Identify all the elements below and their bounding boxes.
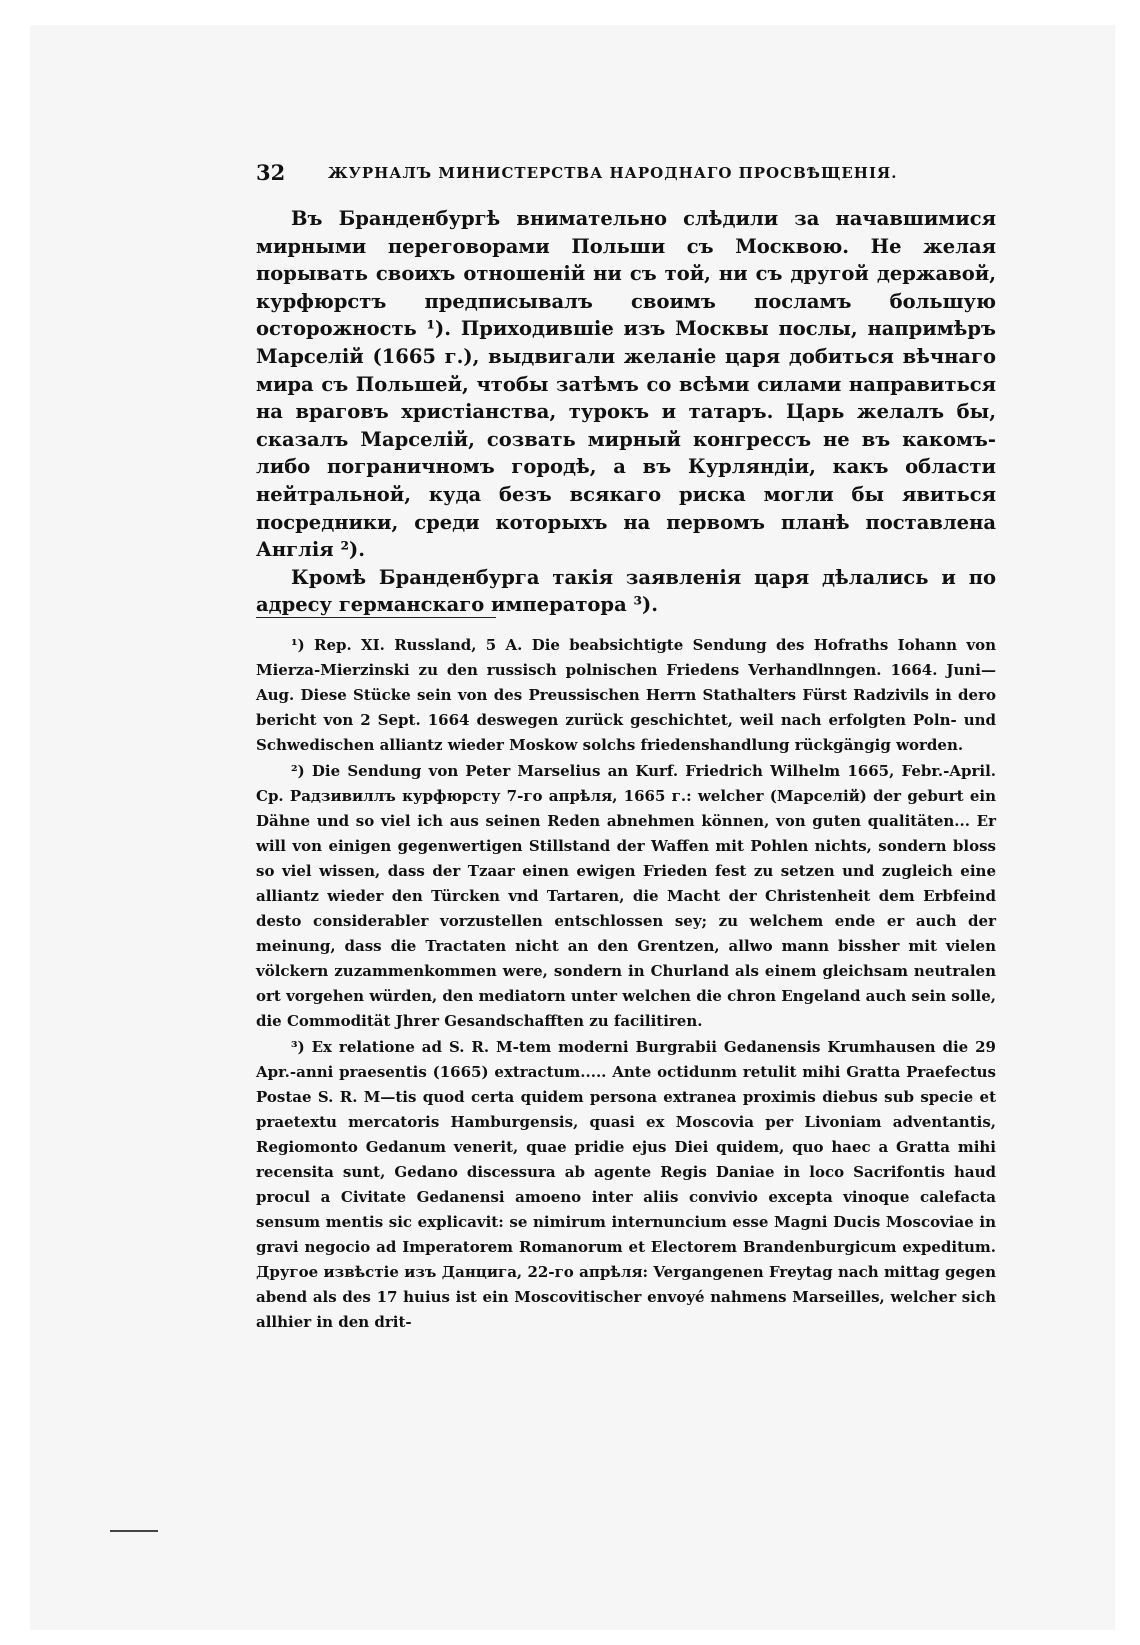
footnote-3: ³) Ex relatione ad S. R. M-tem moderni Burgrabii Gedanensis Krumhausen die 29 Apr.-anni praesentis (1665) extractum..... Ante octidunm retulit mihi Gratta Praefectus Postae S. R. M—tis quod certa quidem persona extranea proximis diebus sub specie et praetextu mercatoris Hamburgensis, quasi ex Moscovia per Livoniam adventantis, Regiomonto Gedanum venerit, quae pridie ejus Diei quidem, quo haec a Gratta mihi recensita sunt, Gedano discessura ab agente Regis Daniae in loco Sacrifontis haud procul a Civitate Gedanensi amoeno inter aliis convivio excepta vinoque calefacta sensum mentis sic explicavit: se nimirum internuncium esse Magni Ducis Moscoviae in gravi negocio ad Imperatorem Romanorum et Electorem Brandenburgicum expeditum. Другое извѣстіе изъ Данцига, 22-го апрѣля: Vergangenen Freytag nach mittag gegen abend als des 17 huius ist ein Moscovitischer envoyé nahmens Marseilles, welcher sich allhier in den drit- <box>256 1038 996 1331</box>
page-header <box>256 160 996 190</box>
body-paragraph: Въ Бранденбургѣ внимательно слѣдили за начавшимися мирными переговорами Польши съ Москвою. Не желая порывать своихъ отношеній ни съ той, ни съ другой державой, курфюрстъ предписывалъ своимъ посламъ большую осторожность ¹). Приходившіе изъ Москвы послы, напримѣръ Марселій (1665 г.), выдвигали желаніе царя добиться вѣчнаго мира съ Польшей, чтобы затѣмъ со всѣми силами направиться на враговъ христіанства, турокъ и татаръ. Царь желалъ бы, сказалъ Марселій, созвать мирный конгрессъ не въ какомъ-либо пограничномъ городѣ, а въ Курляндіи, какъ области нейтральной, куда безъ всякаго риска могли бы явиться посредники, среди которыхъ на первомъ планѣ поставлена Англія ²). <box>256 207 996 562</box>
running-title: ЖУРНАЛЪ МИНИСТЕРСТВА НАРОДНАГО ПРОСВѢЩЕНІЯ. <box>328 164 898 182</box>
main-text <box>256 205 996 619</box>
body-paragraph: Кромѣ Бранденбурга такія заявленія царя дѣлались и по адресу германскаго императора ³). <box>256 565 996 617</box>
page-number: 32 <box>256 160 286 185</box>
scan-artifact-line <box>110 1530 158 1532</box>
footnote-divider <box>256 617 496 618</box>
footnote-2: ²) Die Sendung von Peter Marselius an Kurf. Friedrich Wilhelm 1665, Febr.-April. Ср. Радзивиллъ курфюрсту 7-го апрѣля, 1665 г.: welcher (Марселій) der geburt ein Dähne und so viel ich aus seinen Reden abnehmen können, von guten qualitäten... Er will von einigen gegenwertigen Stillstand der Waffen mit Pohlen nichts, sondern bloss so viel wissen, dass der Tzaar einen ewigen Frieden fest zu setzen und zugleich eine alliantz wieder den Türcken vnd Tartaren, die Macht der Christenheit dem Erbfeind desto considerabler vorzustellen entschlossen sey; zu welchem ende er auch der meinung, dass die Tractaten nicht an den Grentzen, allwo mann bissher mit vielen völckern zuzammenkommen were, sondern in Churland als einem gleichsam neutralen ort vorgehen würden, den mediatorn unter welchen die chron Engeland auch sein solle, die Commodität Jhrer Gesandschafften zu facilitiren. <box>256 762 996 1030</box>
footnotes <box>256 633 996 1336</box>
footnote-1: ¹) Rep. XI. Russland, 5 A. Die beabsichtigte Sendung des Hofraths Iohann von Mierza-Mierzinski zu den russisch polnischen Friedens Verhandlnngen. 1664. Juni—Aug. Diese Stücke sein von des Preussischen Herrn Stathalters Fürst Radzivils in dero bericht von 2 Sept. 1664 deswegen zurück geschichtet, weil nach erfolgten Poln- und Schwedischen alliantz wieder Moskow solchs friedenshandlung rückgängig worden. <box>256 636 996 754</box>
